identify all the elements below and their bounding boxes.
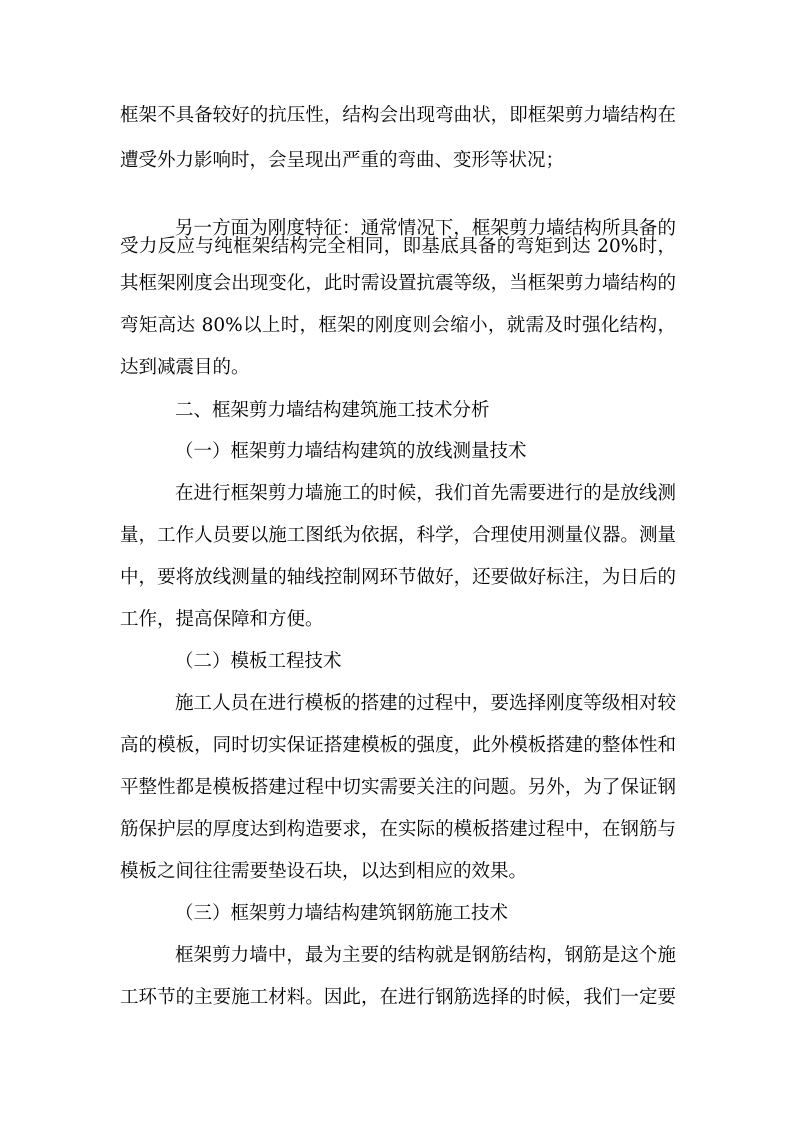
subsection-heading: （一）框架剪力墙结构建筑的放线测量技术 <box>175 441 527 462</box>
subsection-heading: （三）框架剪力墙结构建筑钢筋施工技术 <box>175 903 509 924</box>
text-line: 筋保护层的厚度达到构造要求，在实际的模板搭建过程中，在钢筋与 <box>120 819 676 840</box>
text-line: 遭受外力影响时，会呈现出严重的弯曲、变形等状况； <box>120 150 565 171</box>
section-heading: 二、框架剪力墙结构建筑施工技术分析 <box>175 400 490 421</box>
text-line: 达到减震目的。 <box>120 357 250 378</box>
text-line: 框架剪力墙中，最为主要的结构就是钢筋结构，钢筋是这个施 <box>175 945 676 966</box>
text-line: 受力反应与纯框架结构完全相同，即基底具备的弯矩到达 20%时， <box>120 236 676 257</box>
text-line: 工作，提高保障和方便。 <box>120 609 324 630</box>
subsection-heading: （二）模板工程技术 <box>175 651 342 672</box>
text-line: 工环节的主要施工材料。因此，在进行钢筋选择的时候，我们一定要 <box>120 987 676 1008</box>
text-line: 中，要将放线测量的轴线控制网环节做好，还要做好标注，为日后的 <box>120 567 676 588</box>
text-line: 模板之间往往需要垫设石块，以达到相应的效果。 <box>120 861 528 882</box>
text-line: 另一方面为刚度特征：通常情况下，框架剪力墙结构所具备的 <box>175 218 676 239</box>
text-line: 量，工作人员要以施工图纸为依据，科学，合理使用测量仪器。测量 <box>120 525 676 546</box>
text-line: 平整性都是模板搭建过程中切实需要关注的问题。另外，为了保证钢 <box>120 777 676 798</box>
text-line: 框架不具备较好的抗压性，结构会出现弯曲状，即框架剪力墙结构在 <box>120 105 676 126</box>
text-line: 高的模板，同时切实保证搭建模板的强度，此外模板搭建的整体性和 <box>120 735 676 756</box>
text-line: 弯矩高达 80%以上时，框架的刚度则会缩小，就需及时强化结构， <box>120 315 676 336</box>
text-line: 在进行框架剪力墙施工的时候，我们首先需要进行的是放线测 <box>175 483 676 504</box>
text-line: 其框架刚度会出现变化，此时需设置抗震等级，当框架剪力墙结构的 <box>120 273 676 294</box>
text-line: 施工人员在进行模板的搭建的过程中，要选择刚度等级相对较 <box>175 693 676 714</box>
